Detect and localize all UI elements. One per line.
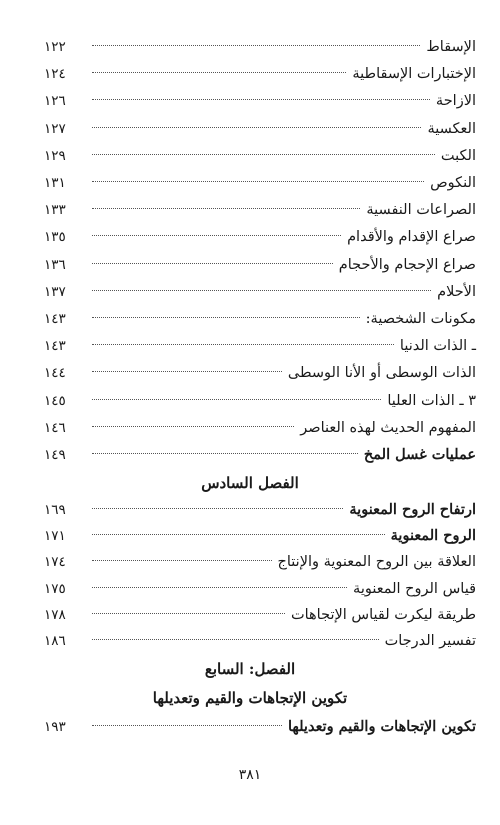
dot-leader [92,613,285,614]
toc-entry-page-number: ١٧٤ [44,554,66,571]
toc-entry [44,442,476,468]
toc-entry-title: صراع الإقدام والأقدام [347,229,476,246]
toc-entry-title: قياس الروح المعنوية [353,580,476,597]
toc-entry-page-number: ١٢٤ [44,66,66,83]
toc-entry [44,116,476,142]
toc-entry [44,576,476,602]
toc-entry-title: الازاحة [435,93,476,110]
dot-leader [92,639,379,640]
toc-entry-page-number: ١٧٨ [44,606,66,623]
dot-leader [92,344,394,345]
toc-entry-page-number: ١٤٩ [44,447,66,463]
toc-entry [44,333,476,359]
toc-entry [44,279,476,305]
toc-entry [44,143,476,169]
toc-entry-title: تكوين الإتجاهات والقيم وتعديلها [288,718,476,735]
toc-entry-page-number: ١٣١ [44,175,66,191]
toc-entry [44,34,476,60]
toc-entry-page-number: ١٣٥ [44,229,66,246]
toc-entry-title: عمليات غسل المخ [363,446,476,463]
toc-entry-title: مكونات الشخصية: [365,311,476,327]
chapter-6-heading: الفصل السادس [201,474,299,492]
toc-entry [44,714,476,740]
dot-leader [92,508,343,509]
toc-entry-page-number: ١٤٦ [44,419,66,436]
dot-leader [92,72,346,73]
toc-entry-page-number: ١٤٣ [44,311,66,327]
toc-entry-title: الذات الوسطى أو الأنا الوسطى [287,365,476,382]
dot-leader [92,399,381,400]
dot-leader [92,127,421,128]
dot-leader [92,290,431,291]
toc-entry-page-number: ١٤٤ [44,365,66,382]
toc-entry-title: الصراعات النفسية [366,202,476,219]
toc-entry-page-number: ١٣٧ [44,283,66,300]
toc-entry-page-number: ١٣٦ [44,256,66,273]
toc-entry-page-number: ١٢٧ [44,120,66,137]
dot-leader [92,154,435,155]
toc-entry-page-number: ١٧٥ [44,580,66,597]
toc-entry [44,523,476,549]
toc-entry-title: ٣ ـ الذات العليا [387,392,476,409]
toc-entry-title: الإختبارات الإسقاطية [352,66,476,83]
toc-entry [44,360,476,386]
dot-leader [92,560,272,561]
toc-entry-page-number: ١٩٣ [44,719,66,735]
dot-leader [92,317,360,318]
dot-leader [92,725,282,726]
toc-entry [44,388,476,414]
dot-leader [92,45,420,46]
toc-entry [44,88,476,114]
toc-entry [44,602,476,628]
toc-entry [44,415,476,441]
toc-entry-page-number: ١٧١ [44,528,66,545]
dot-leader [92,99,430,100]
toc-entry-page-number: ١٢٢ [44,39,66,55]
toc-entry-page-number: ١٣٣ [44,202,66,219]
dot-leader [92,263,333,264]
toc-entry-title: الروح المعنوية [390,527,476,545]
toc-entry-title: صراع الإحجام والأحجام [338,256,476,273]
toc-entry-title: طريقة ليكرت لقياس الإتجاهات [290,606,476,623]
dot-leader [92,181,424,182]
toc-entry [44,61,476,87]
toc-entry-page-number: ١٤٥ [44,392,66,409]
toc-entry-title: الإسقاط [426,39,476,55]
toc-entry-page-number: ١٨٦ [44,633,66,649]
toc-entry [44,170,476,196]
page-number: ٣٨١ [238,767,262,783]
toc-entry [44,497,476,523]
toc-entry-page-number: ١٢٩ [44,147,66,164]
toc-entry-title: الكبت [440,147,476,164]
toc-entry-title: ارتفاح الروح المعنوية [349,501,476,518]
toc-entry-page-number: ١٦٩ [44,502,66,518]
dot-leader [92,208,360,209]
toc-entry-title: تفسير الدرجات [384,633,476,649]
toc-entry [44,224,476,250]
toc-entry-title: ـ الذات الدنيا [399,338,476,355]
dot-leader [92,426,294,427]
toc-entry [44,549,476,575]
chapter-7-subheading: تكوين الإتجاهات والقيم وتعديلها [152,689,348,707]
toc-entry-page-number: ١٤٣ [44,338,66,355]
toc-entry [44,252,476,278]
toc-entry [44,628,476,654]
toc-entry-title: الأحلام [437,283,476,300]
toc-entry-page-number: ١٢٦ [44,93,66,110]
dot-leader [92,453,358,454]
toc-entry-title: المفهوم الحديث لهذه العناصر [300,419,476,436]
toc-entry-title: العكسية [427,120,476,137]
dot-leader [92,534,385,535]
dot-leader [92,235,341,236]
toc-entry-title: العلاقة بين الروح المعنوية والإنتاج [277,554,476,571]
dot-leader [92,587,347,588]
toc-entry [44,306,476,332]
toc-entry [44,197,476,223]
dot-leader [92,371,282,372]
chapter-7-heading: الفصل: السابع [204,660,296,678]
toc-entry-title: النكوص [430,175,476,191]
